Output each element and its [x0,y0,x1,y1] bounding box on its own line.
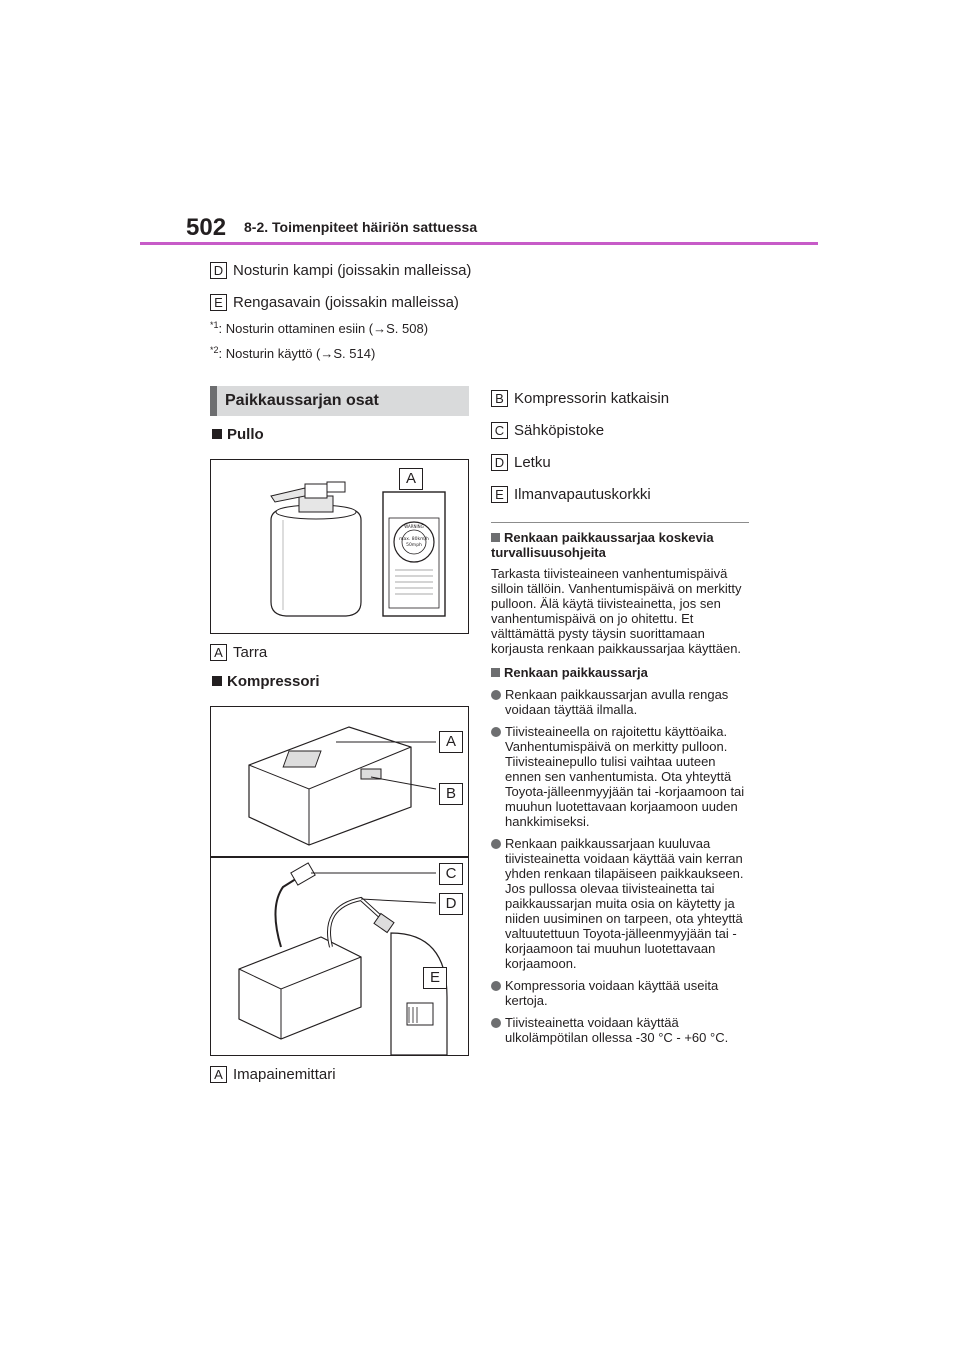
list-item [210,1066,336,1083]
subheading-pullo: Pullo [212,426,264,443]
item-text: Imapainemittari [233,1066,336,1083]
item-text: Sähköpistoke [514,422,605,439]
list-item: Tiivisteaineella on rajoitettu käyttöaika. Vanhentumispäivä on merkitty pulloon. Tiivisteainepullo tulisi vaihtaa uuteen ennen sen vanhentumista. Ota yhteyttä Toyota-jälleenmyyjään tai -korjaamoon tai muuhun luotettavaan korjaamoon uuden hankkimiseksi. [491,724,751,829]
round-bullet-icon [491,981,501,991]
round-bullet-icon [491,839,501,849]
sticker-speed-mph: 50mph [406,543,422,548]
list-item: Kompressoria voidaan käyttää useita kertoja. [491,978,751,1008]
figure-callout-label: B [439,783,463,805]
figure-callout-label: A [439,731,463,753]
item-label-box: B [491,390,508,407]
list-item [491,390,669,407]
footnote-text: : Nosturin ottaminen esiin (→S. 508) [218,321,429,336]
list-item [210,644,267,661]
subheading-kompressori: Kompressori [212,673,320,690]
footnote-mark: *1 [210,320,219,330]
list-item: Renkaan paikkaussarjan avulla rengas voidaan täyttää ilmalla. [491,687,751,717]
footnote-text: : Nosturin käyttö (→S. 514) [218,346,376,361]
section-heading-box: Paikkaussarjan osat [210,386,469,416]
sticker-warning: WARNING [404,524,424,529]
header-rule [140,242,818,245]
round-bullet-icon [491,727,501,737]
item-label-box: E [210,294,227,311]
square-bullet-icon [212,429,222,439]
item-text: Rengasavain (joissakin malleissa) [233,294,459,311]
safety-notes [491,530,751,1045]
item-text: Nosturin kampi (joissakin malleissa) [233,262,472,279]
sticker-speed: max. 80km/h [399,537,429,542]
list-item [491,486,651,503]
figure-bottle [210,459,469,634]
item-label-box: C [491,422,508,439]
footnote [210,345,375,361]
safety-heading: Renkaan paikkaussarjaa koskevia turvallisuusohjeita [491,530,714,560]
item-text: Tarra [233,644,268,661]
compressor-illustration [211,707,468,1055]
item-label-box: D [210,262,227,279]
section-divider [491,522,749,523]
round-bullet-icon [491,1018,501,1028]
item-label-box: D [491,454,508,471]
figure-callout-label: C [439,863,463,885]
round-bullet-icon [491,690,501,700]
kit-heading: Renkaan paikkaussarja [491,665,751,680]
section-title: 8-2. Toimenpiteet häiriön sattuessa [244,219,478,235]
list-item: Renkaan paikkaussarjaan kuuluvaa tiivisteainetta voidaan käyttää vain kerran yhden renkaan tilapäiseen paikkaukseen. Jos pullossa olevaa tiivisteainetta tai paikkaussarjan muita osia on käytetty ja niiden uusiminen on tarpeen, ota yhteyttä valtuutettuun Toyota-jälleenmyyjään tai -korjaamoon tai muuhun luotettavaan korjaamoon. [491,836,751,971]
figure-callout-label: D [439,893,463,915]
figure-callout-label: E [423,967,447,989]
item-label-box: A [210,644,227,661]
square-bullet-icon [491,668,500,677]
bottle-illustration [211,460,468,633]
footnote-mark: *2 [210,345,219,355]
item-text: Ilmanvapautuskorkki [514,486,651,503]
square-bullet-icon [491,533,500,542]
page-number: 502 [186,214,227,241]
list-item [210,262,471,279]
square-bullet-icon [212,676,222,686]
item-label-box: E [491,486,508,503]
list-item: Tiivisteainetta voidaan käyttää ulkolämpötilan ollessa -30 °C - +60 °C. [491,1015,751,1045]
item-label-box: A [210,1066,227,1083]
item-text: Kompressorin katkaisin [514,390,670,407]
safety-paragraph: Tarkasta tiivisteaineen vanhentumispäivä silloin tällöin. Vanhentumispäivä on merkitty pulloon. Älä käytä tiivisteainetta, jos sen vanhentumispäivä on jo ohitettu. Et välttämättä pysty täysin suorittamaan korjausta renkaan paikkaussarjaa käyttäen. [491,566,742,656]
list-item [491,422,604,439]
figure-compressor [210,706,469,1056]
list-item [491,454,551,471]
list-item [210,294,459,311]
footnote [210,320,428,336]
item-text: Letku [514,454,551,471]
figure-callout-label: A [399,468,423,490]
